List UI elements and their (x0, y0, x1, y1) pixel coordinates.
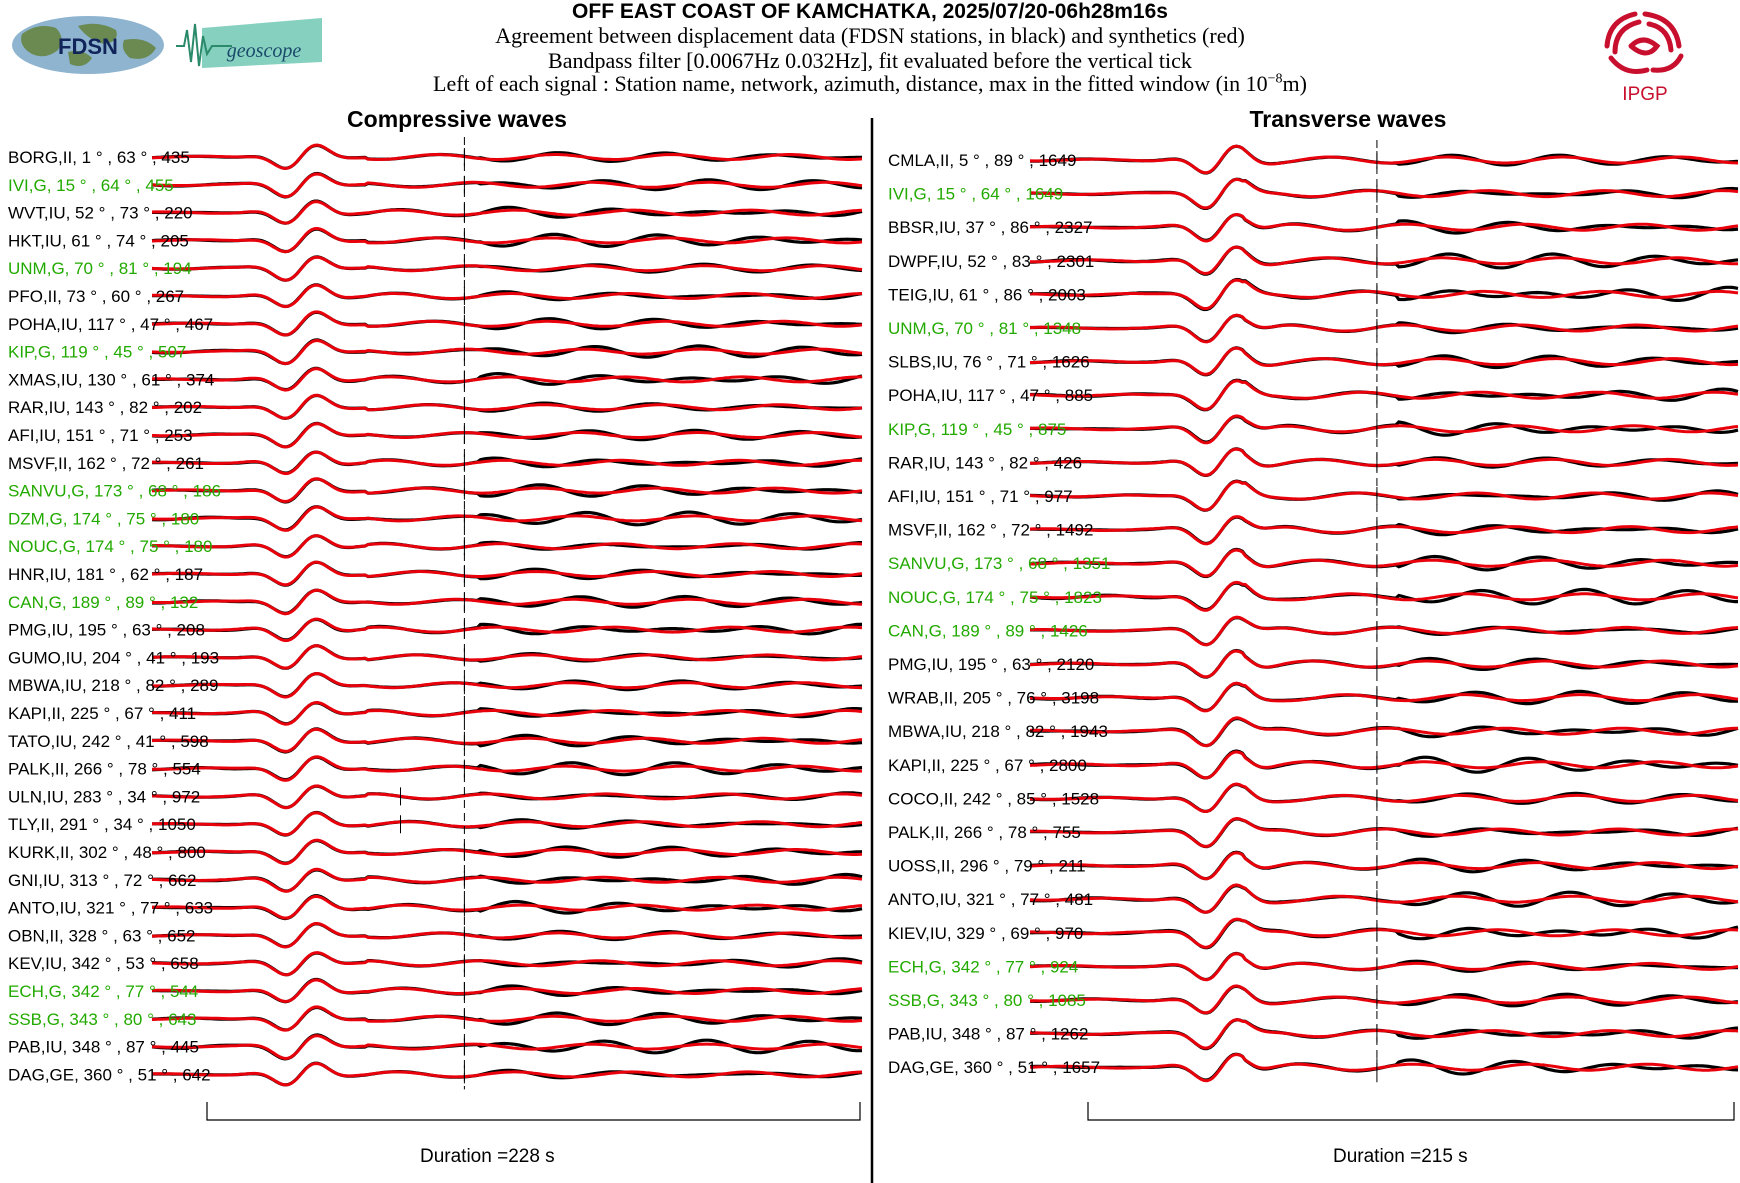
compressive-duration-label: Duration =228 s (420, 1146, 555, 1167)
station-label: POHA,IU, 117 ° , 47 ° , 467 (8, 314, 214, 334)
station-label: WVT,IU, 52 ° , 73 ° , 220 (8, 203, 193, 223)
station-label: KIEV,IU, 329 ° , 69 ° , 970 (888, 923, 1084, 943)
subtitle-exponent: −8 (1267, 71, 1283, 87)
station-label: COCO,II, 242 ° , 85 ° , 1528 (888, 789, 1100, 809)
transverse-panel-title: Transverse waves (1249, 106, 1447, 132)
compressive-panel-title: Compressive waves (347, 106, 567, 132)
station-label: PALK,II, 266 ° , 78 ° , 554 (8, 759, 201, 779)
duration-bracket (1088, 1102, 1734, 1120)
synthetic-trace (1030, 146, 1738, 173)
synthetic-trace (152, 479, 862, 502)
station-label: GUMO,IU, 204 ° , 41 ° , 193 (8, 648, 220, 668)
station-label: POHA,IU, 117 ° , 47 ° , 885 (888, 386, 1094, 406)
synthetic-trace (152, 536, 862, 557)
station-label: NOUC,G, 174 ° , 75 ° , 180 (8, 537, 213, 557)
synthetic-trace (1030, 919, 1738, 947)
station-label: AFI,IU, 151 ° , 71 ° , 977 (888, 487, 1073, 506)
synthetic-trace (1030, 752, 1738, 778)
station-label: ANTO,IU, 321 ° , 77 ° , 481 (888, 890, 1094, 910)
station-label: CMLA,II, 5 ° , 89 ° , 1649 (888, 151, 1077, 170)
station-label: MBWA,IU, 218 ° , 82 ° , 1943 (888, 722, 1108, 742)
station-label: BBSR,IU, 37 ° , 86 ° , 2327 (888, 218, 1093, 238)
station-label: KEV,IU, 342 ° , 53 ° , 658 (8, 954, 199, 974)
station-label: KIP,G, 119 ° , 45 ° , 875 (888, 419, 1067, 439)
figure-title: OFF EAST COAST OF KAMCHATKA, 2025/07/20-06h28m16s (572, 0, 1168, 23)
station-label: UOSS,II, 296 ° , 79 ° , 211 (888, 856, 1086, 876)
synthetic-trace (1030, 986, 1738, 1013)
geoscope-logo-text: geoscope (226, 40, 302, 62)
synthetic-trace (152, 562, 862, 585)
station-label: PAB,IU, 348 ° , 87 ° , 445 (8, 1037, 199, 1057)
synthetic-trace (1030, 819, 1738, 847)
station-label: ULN,IU, 283 ° , 34 ° , 972 (8, 787, 201, 807)
synthetic-trace (152, 145, 862, 168)
synthetic-trace (1030, 582, 1738, 610)
station-label: ECH,G, 342 ° , 77 ° , 544 (8, 982, 199, 1001)
station-label: XMAS,IU, 130 ° , 61 ° , 374 (8, 370, 215, 390)
synthetic-trace (152, 1007, 862, 1030)
station-label: GNI,IU, 313 ° , 72 ° , 662 (8, 870, 197, 890)
station-label: SSB,G, 343 ° , 80 ° , 643 (8, 1009, 197, 1029)
synthetic-trace (1030, 853, 1738, 879)
synthetic-trace (152, 395, 862, 418)
synthetic-trace (1030, 617, 1738, 645)
station-label: WRAB,II, 205 ° , 76 ° , 3198 (888, 688, 1100, 708)
compressive-panel (8, 137, 862, 1120)
station-label: KAPI,II, 225 ° , 67 ° , 2800 (888, 755, 1087, 775)
synthetic-trace (152, 424, 862, 447)
ipgp-logo-text: IPGP (1622, 84, 1668, 104)
station-label: PMG,IU, 195 ° , 63 ° , 2120 (888, 655, 1095, 674)
station-label: CAN,G, 189 ° , 89 ° , 1426 (888, 621, 1088, 641)
synthetic-trace (1030, 885, 1738, 912)
station-label: TLY,II, 291 ° , 34 ° , 1050 (8, 815, 196, 835)
station-label: KURK,II, 302 ° , 48 ° , 800 (8, 843, 206, 862)
synthetic-trace (1030, 1020, 1738, 1048)
synthetic-trace (152, 869, 862, 891)
synthetic-trace (1030, 651, 1738, 677)
synthetic-trace (152, 452, 862, 473)
duration-bracket (207, 1102, 860, 1120)
synthetic-trace (152, 1036, 862, 1059)
synthetic-trace (152, 257, 862, 280)
transverse-panel (888, 140, 1738, 1120)
station-label: SANVU,G, 173 ° , 68 ° , 186 (8, 481, 221, 501)
station-label: UNM,G, 70 ° , 81 ° , 1348 (888, 319, 1082, 338)
station-label: RAR,IU, 143 ° , 82 ° , 202 (8, 398, 203, 418)
station-label: MBWA,IU, 218 ° , 82 ° , 289 (8, 676, 219, 696)
station-label: MSVF,II, 162 ° , 72 ° , 261 (8, 453, 204, 473)
synthetic-trace (152, 229, 862, 252)
synthetic-trace (1030, 954, 1738, 980)
synthetic-trace (1030, 784, 1738, 812)
station-label: NOUC,G, 174 ° , 75 ° , 1823 (888, 587, 1102, 607)
synthetic-trace (152, 924, 862, 948)
station-label: HKT,IU, 61 ° , 74 ° , 205 (8, 231, 189, 251)
station-label: DAG,GE, 360 ° , 51 ° , 1657 (888, 1058, 1101, 1078)
station-label: KAPI,II, 225 ° , 67 ° , 411 (8, 704, 197, 723)
synthetic-trace (152, 174, 862, 197)
station-label: IVI,G, 15 ° , 64 ° , 1649 (888, 184, 1064, 204)
station-label: TEIG,IU, 61 ° , 86 ° , 2003 (888, 285, 1086, 305)
station-label: HNR,IU, 181 ° , 62 ° , 187 (8, 565, 204, 584)
synthetic-trace (152, 341, 862, 364)
station-label: IVI,G, 15 ° , 64 ° , 455 (8, 175, 174, 195)
synthetic-trace (1030, 550, 1738, 576)
subtitle-line-3-suffix: m) (1282, 71, 1307, 96)
station-label: UNM,G, 70 ° , 81 ° , 194 (8, 259, 192, 279)
synthetic-trace (1030, 179, 1738, 207)
synthetic-trace (152, 312, 862, 335)
station-label: PMG,IU, 195 ° , 63 ° , 208 (8, 620, 205, 640)
station-label: ECH,G, 342 ° , 77 ° , 924 (888, 957, 1079, 977)
synthetic-trace (1030, 381, 1738, 409)
station-label: AFI,IU, 151 ° , 71 ° , 253 (8, 426, 193, 445)
station-label: OBN,II, 328 ° , 63 ° , 652 (8, 926, 196, 946)
synthetic-trace (152, 840, 862, 864)
subtitle-line-2: Bandpass filter [0.0067Hz 0.032Hz], fit evaluated before the vertical tick (548, 48, 1192, 73)
station-label: ANTO,IU, 321 ° , 77 ° , 633 (8, 898, 214, 918)
synthetic-trace (152, 953, 862, 975)
station-label: RAR,IU, 143 ° , 82 ° , 426 (888, 453, 1083, 473)
station-label: PFO,II, 73 ° , 60 ° , 267 (8, 287, 185, 306)
station-label: DWPF,IU, 52 ° , 83 ° , 2301 (888, 251, 1095, 271)
transverse-duration-label: Duration =215 s (1333, 1146, 1468, 1167)
station-label: KIP,G, 119 ° , 45 ° , 507 (8, 342, 187, 362)
station-label: DZM,G, 174 ° , 75 ° , 180 (8, 509, 200, 529)
station-label: PALK,II, 266 ° , 78 ° , 755 (888, 823, 1081, 842)
station-label: TATO,IU, 242 ° , 41 ° , 598 (8, 731, 209, 751)
subtitle-line-3-prefix: Left of each signal : Station name, network, azimuth, distance, max in the fitted window (in 10 (433, 71, 1268, 96)
station-label: PAB,IU, 348 ° , 87 ° , 1262 (888, 1024, 1089, 1044)
station-label: SANVU,G, 173 ° , 68 ° , 1351 (888, 554, 1111, 574)
station-label: MSVF,II, 162 ° , 72 ° , 1492 (888, 520, 1094, 540)
station-label: DAG,GE, 360 ° , 51 ° , 642 (8, 1065, 211, 1085)
subtitle-line-1: Agreement between displacement data (FDSN stations, in black) and synthetics (red) (495, 23, 1245, 48)
station-label: SSB,G, 343 ° , 80 ° , 1085 (888, 991, 1086, 1010)
station-label: SLBS,IU, 76 ° , 71 ° , 1626 (888, 352, 1090, 372)
data-trace (1030, 920, 1738, 948)
fdsn-logo-text: FDSN (58, 34, 118, 59)
station-label: BORG,II, 1 ° , 63 ° , 435 (8, 148, 190, 167)
station-label: CAN,G, 189 ° , 89 ° , 132 (8, 592, 199, 612)
